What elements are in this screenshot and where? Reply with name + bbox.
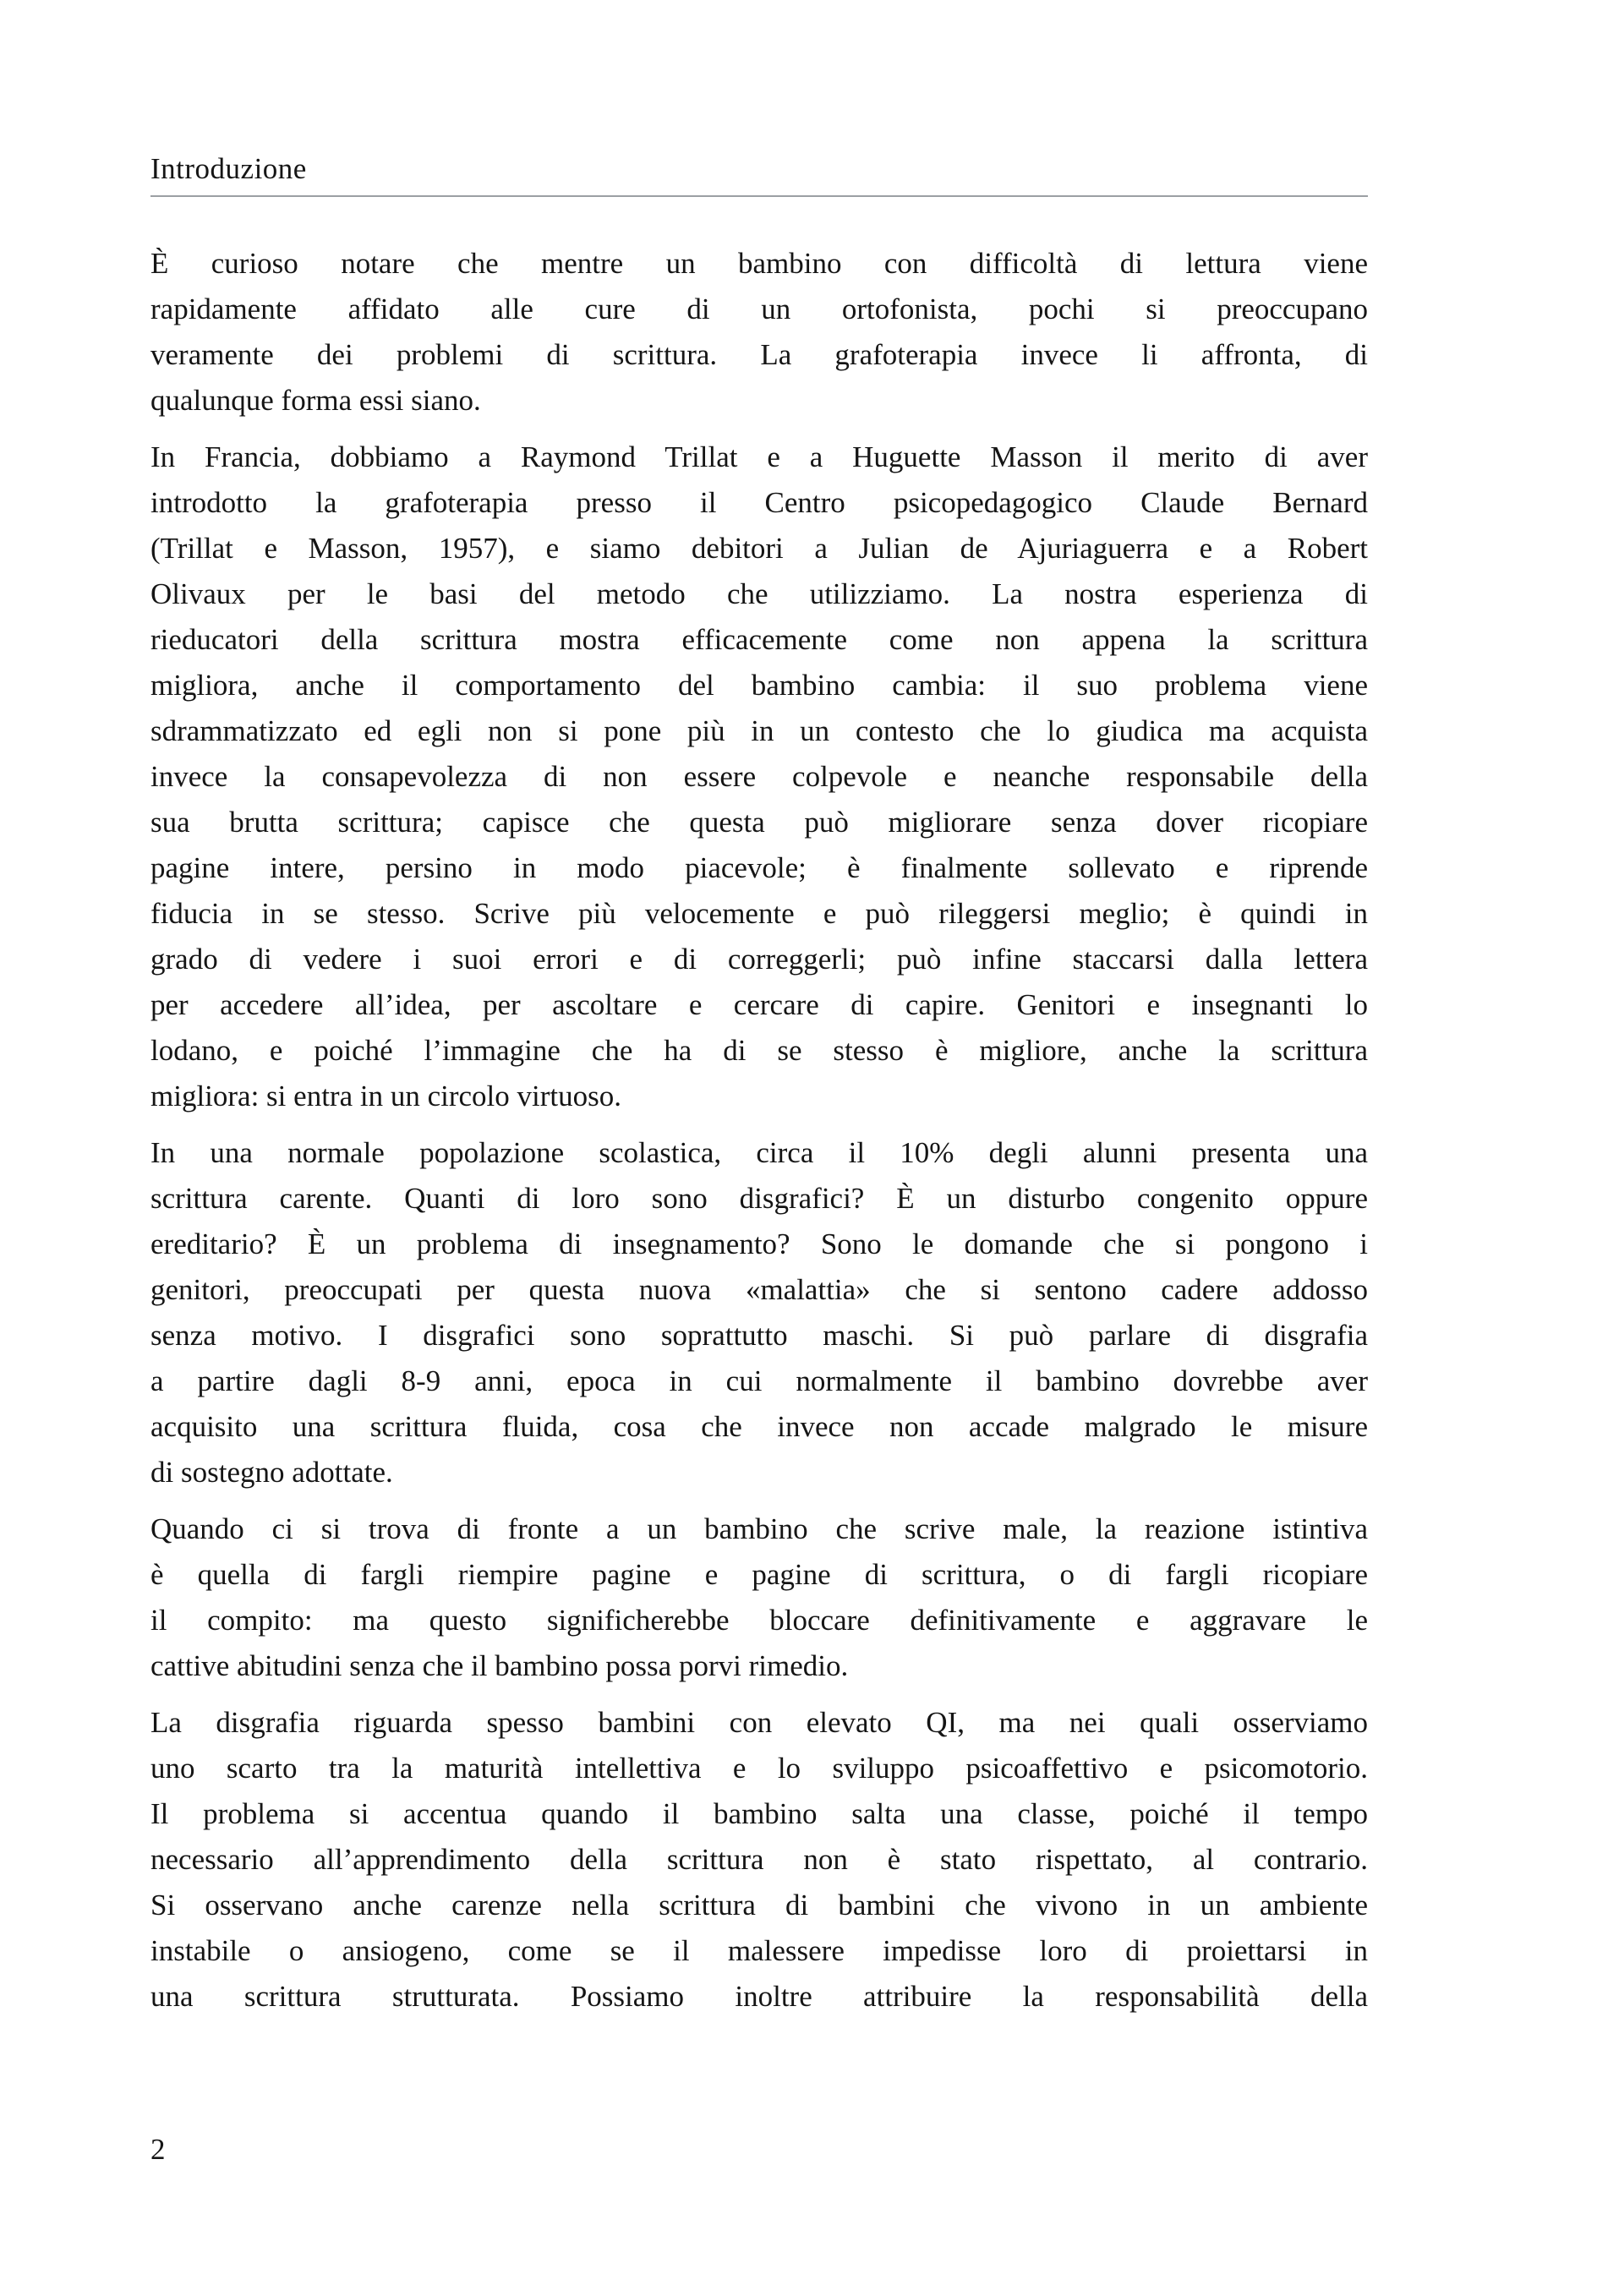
text-line: rapidamente affidato alle cure di un ortofonista, pochi si preoccupano — [150, 292, 1368, 325]
text-line: è quella di fargli riempire pagine e pagine di scrittura, o di fargli ricopiare — [150, 1558, 1368, 1591]
paragraph — [150, 1506, 1368, 1689]
text-line: di sostegno adottate. — [150, 1456, 393, 1489]
text-line: sdrammatizzato ed egli non si pone più in un contesto che lo giudica ma acquista — [150, 714, 1368, 747]
page-header — [150, 154, 1368, 197]
text-line: fiducia in se stesso. Scrive più velocemente e può rileggersi meglio; è quindi in — [150, 897, 1368, 930]
paragraph — [150, 241, 1368, 424]
running-header: Introduzione — [150, 152, 307, 185]
text-line: uno scarto tra la maturità intellettiva e lo sviluppo psicoaffettivo e psicomotorio. — [150, 1752, 1368, 1785]
text-line: instabile o ansiogeno, come se il malessere impedisse loro di proiettarsi in — [150, 1934, 1368, 1967]
text-line: scrittura carente. Quanti di loro sono disgrafici? È un disturbo congenito oppure — [150, 1182, 1368, 1215]
text-line: migliora, anche il comportamento del bambino cambia: il suo problema viene — [150, 669, 1368, 702]
text-line: cattive abitudini senza che il bambino possa porvi rimedio. — [150, 1649, 849, 1682]
text-line: sua brutta scrittura; capisce che questa può migliorare senza dover ricopiare — [150, 806, 1368, 839]
text-line: grado di vedere i suoi errori e di correggerli; può infine staccarsi dalla lettera — [150, 943, 1368, 976]
header-rule — [150, 195, 1368, 197]
text-line: per accedere all’idea, per ascoltare e cercare di capire. Genitori e insegnanti lo — [150, 988, 1368, 1021]
text-line: rieducatori della scrittura mostra efficacemente come non appena la scrittura — [150, 623, 1368, 656]
text-line: La disgrafia riguarda spesso bambini con elevato QI, ma nei quali osserviamo — [150, 1706, 1368, 1739]
text-line: genitori, preoccupati per questa nuova «malattia» che si sentono cadere addosso — [150, 1273, 1368, 1306]
text-line: qualunque forma essi siano. — [150, 384, 481, 417]
paragraph — [150, 1130, 1368, 1495]
page-number: 2 — [150, 2133, 166, 2166]
text-line: In Francia, dobbiamo a Raymond Trillat e a Huguette Masson il merito di aver — [150, 440, 1368, 473]
text-line: È curioso notare che mentre un bambino con difficoltà di lettura viene — [150, 247, 1368, 280]
text-line: Si osservano anche carenze nella scrittura di bambini che vivono in un ambiente — [150, 1889, 1368, 1922]
text-line: In una normale popolazione scolastica, circa il 10% degli alunni presenta una — [150, 1136, 1368, 1169]
text-line: acquisito una scrittura fluida, cosa che invece non accade malgrado le misure — [150, 1410, 1368, 1443]
page-footer — [150, 2127, 1368, 2173]
text-line: veramente dei problemi di scrittura. La grafoterapia invece li affronta, di — [150, 338, 1368, 371]
text-line: introdotto la grafoterapia presso il Centro psicopedagogico Claude Bernard — [150, 486, 1368, 519]
text-line: Olivaux per le basi del metodo che utilizziamo. La nostra esperienza di — [150, 577, 1368, 610]
paragraph — [150, 1700, 1368, 2020]
text-line: migliora: si entra in un circolo virtuoso. — [150, 1080, 621, 1112]
body-text — [150, 241, 1368, 2020]
text-line: il compito: ma questo significherebbe bloccare definitivamente e aggravare le — [150, 1604, 1368, 1637]
text-line: ereditario? È un problema di insegnamento? Sono le domande che si pongono i — [150, 1227, 1368, 1260]
text-line: pagine intere, persino in modo piacevole; è finalmente sollevato e riprende — [150, 851, 1368, 884]
text-line: una scrittura strutturata. Possiamo inoltre attribuire la responsabilità della — [150, 1980, 1368, 2013]
text-line: senza motivo. I disgrafici sono soprattutto maschi. Si può parlare di disgrafia — [150, 1319, 1368, 1352]
text-line: Quando ci si trova di fronte a un bambino che scrive male, la reazione istintiva — [150, 1512, 1368, 1545]
paragraph — [150, 435, 1368, 1119]
text-line: lodano, e poiché l’immagine che ha di se stesso è migliore, anche la scrittura — [150, 1034, 1368, 1067]
text-line: (Trillat e Masson, 1957), e siamo debitori a Julian de Ajuriaguerra e a Robert — [150, 532, 1368, 565]
text-line: invece la consapevolezza di non essere colpevole e neanche responsabile della — [150, 760, 1368, 793]
text-line: necessario all’apprendimento della scrittura non è stato rispettato, al contrario. — [150, 1843, 1368, 1876]
text-line: a partire dagli 8-9 anni, epoca in cui normalmente il bambino dovrebbe aver — [150, 1364, 1368, 1397]
text-line: Il problema si accentua quando il bambino salta una classe, poiché il tempo — [150, 1797, 1368, 1830]
